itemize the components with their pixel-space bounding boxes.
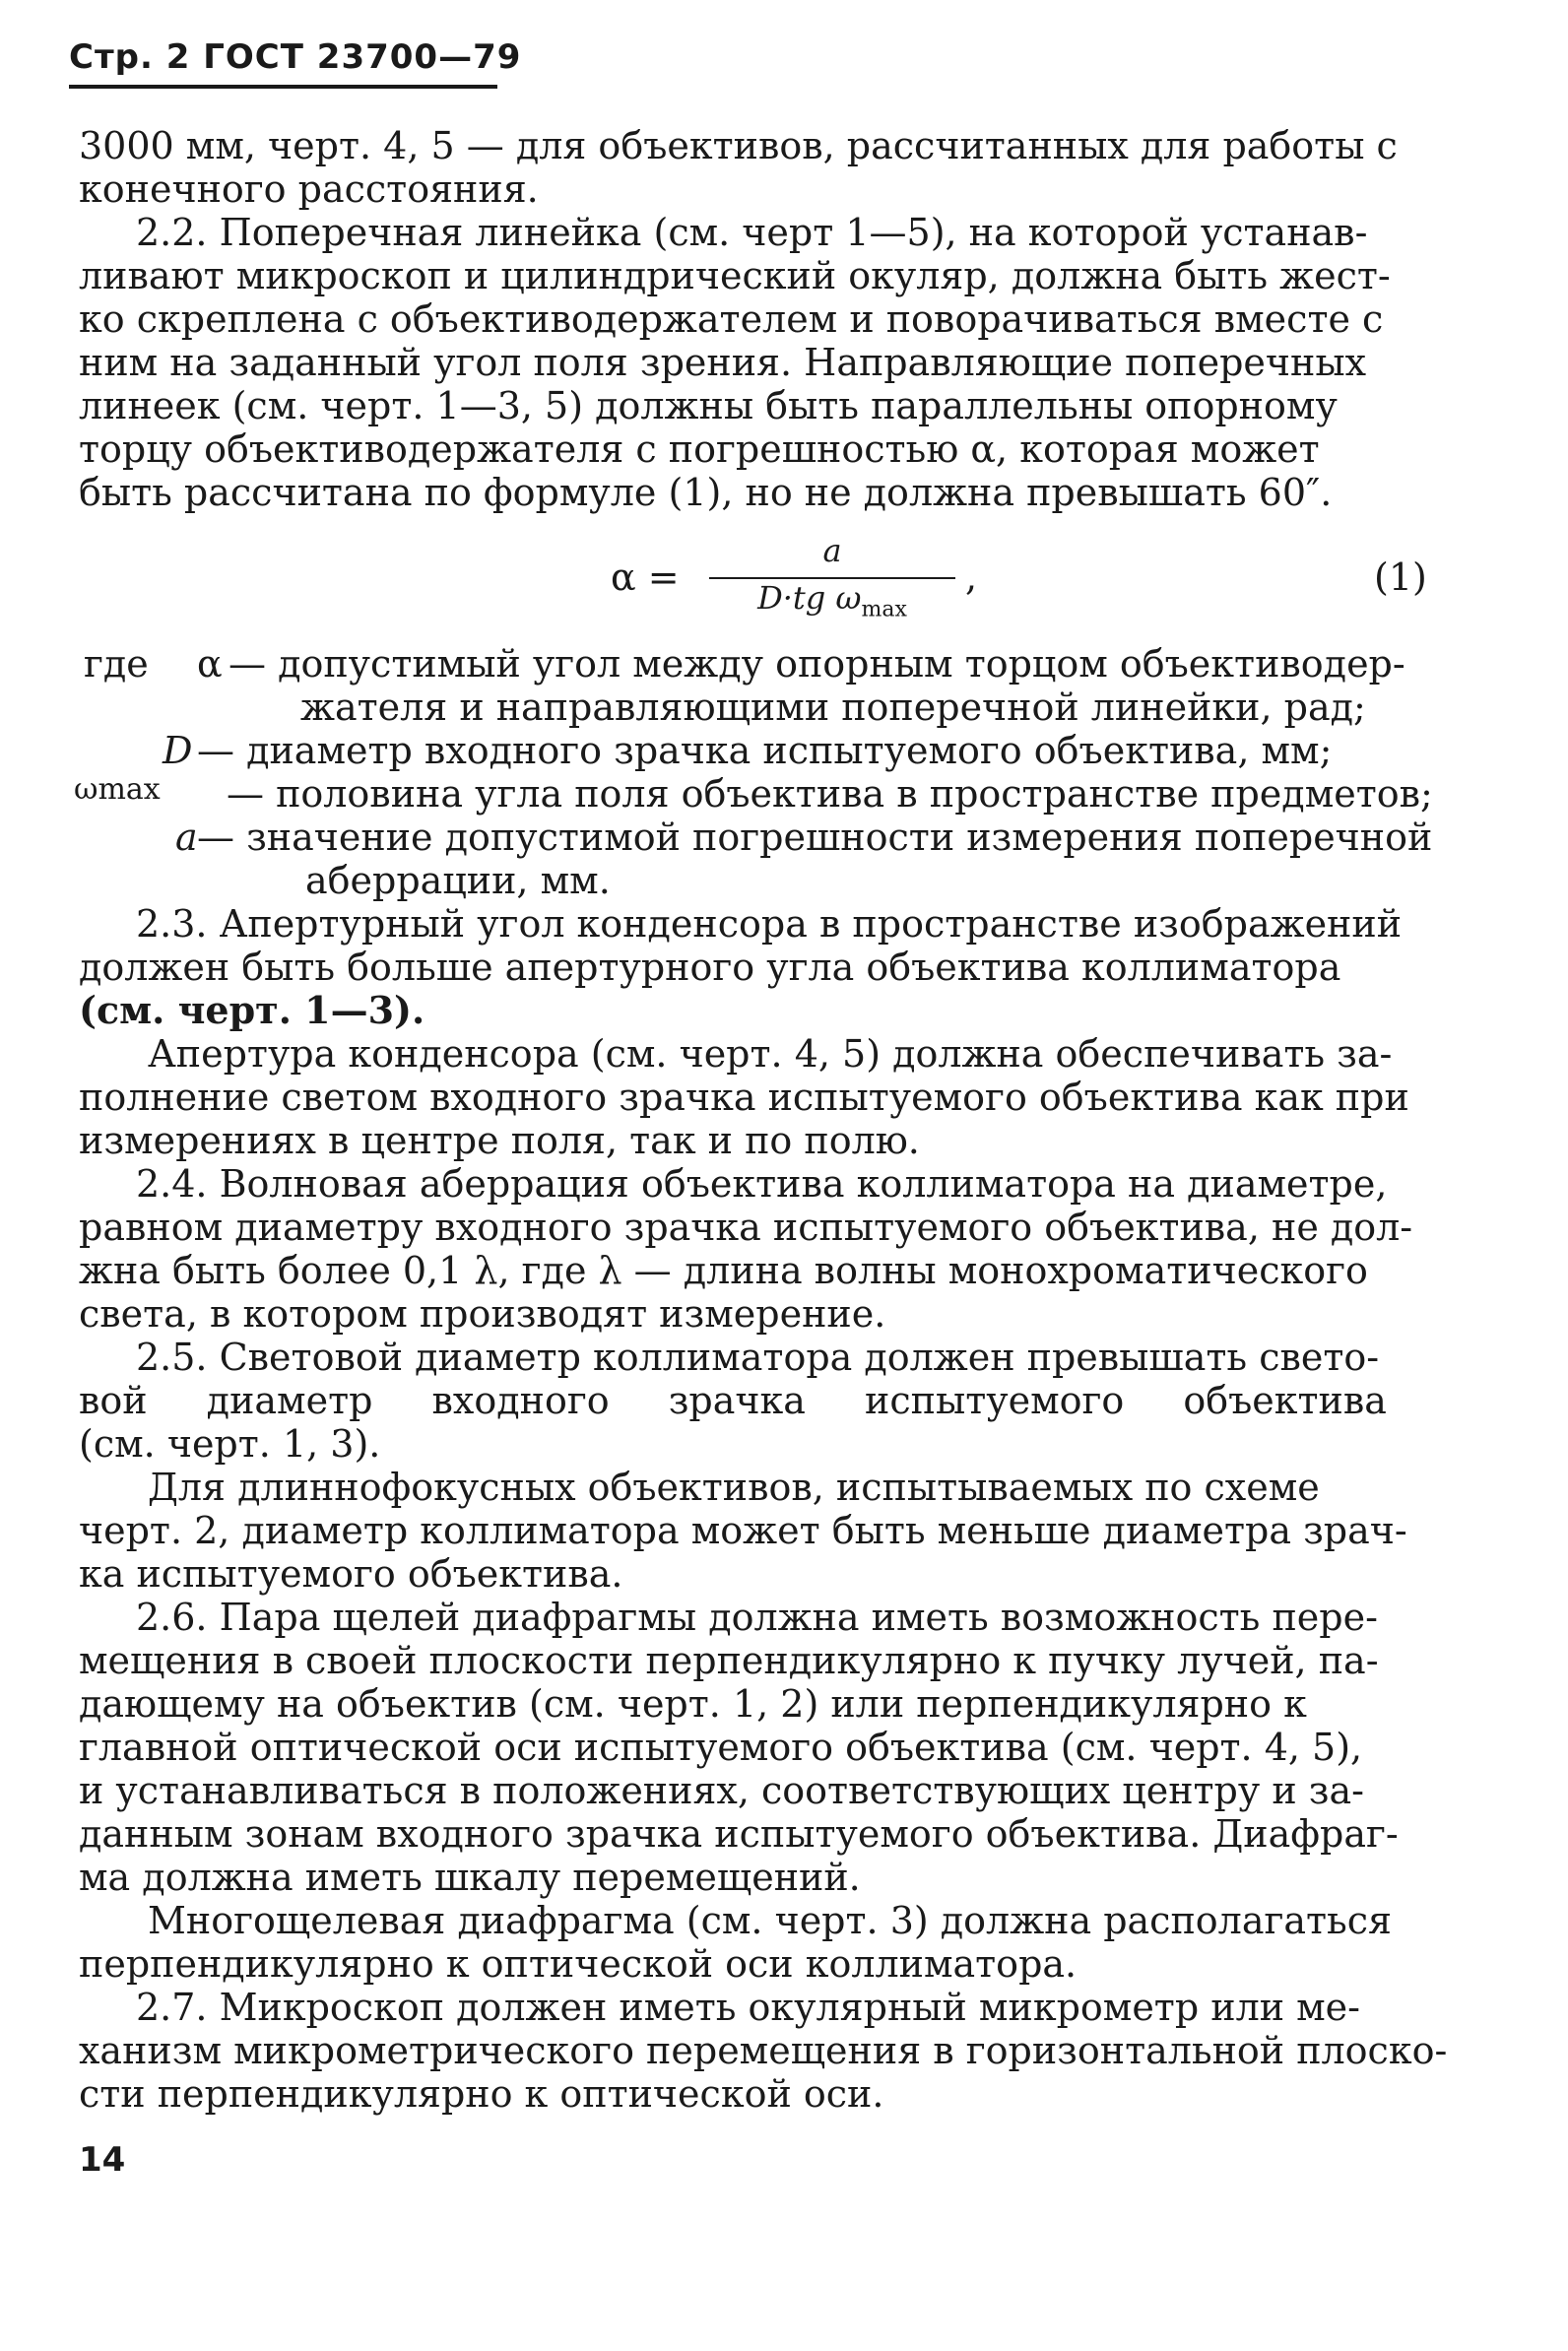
text-line: дающему на объектив (см. черт. 1, 2) или перпендикулярно к bbox=[79, 1682, 1307, 1726]
text-line: конечного расстояния. bbox=[79, 167, 539, 211]
text-line: равном диаметру входного зрачка испытуемого объектива, не дол- bbox=[79, 1206, 1413, 1249]
text-line: 2.3. Апертурный угол конденсора в пространстве изображений bbox=[136, 902, 1403, 946]
text-line: ливают микроскоп и цилиндрический окуляр, должна быть жест- bbox=[79, 254, 1391, 297]
header-rule bbox=[69, 85, 497, 89]
symbol-alpha: α bbox=[197, 642, 223, 686]
text-line: Для длиннофокусных объективов, испытываемых по схеме bbox=[148, 1466, 1320, 1509]
text-line: сти перпендикулярно к оптической оси. bbox=[79, 2072, 884, 2116]
text-line: Многощелевая диафрагма (см. черт. 3) должна располагаться bbox=[148, 1899, 1392, 1942]
formula-numerator: a bbox=[822, 532, 842, 569]
text-line: линеек (см. черт. 1—3, 5) должны быть параллельны опорному bbox=[79, 384, 1338, 427]
definition-a: — значение допустимой погрешности измерения поперечной bbox=[197, 816, 1433, 859]
text-line: полнение светом входного зрачка испытуемого объектива как при bbox=[79, 1076, 1409, 1119]
formula-denominator bbox=[709, 579, 955, 621]
text-line: главной оптической оси испытуемого объектива (см. черт. 4, 5), bbox=[79, 1726, 1363, 1769]
text-line: Апертура конденсора (см. черт. 4, 5) должна обеспечивать за- bbox=[148, 1032, 1393, 1076]
text-line: ма должна иметь шкалу перемещений. bbox=[79, 1856, 861, 1899]
where-label: где bbox=[84, 642, 149, 686]
text-line: вой диаметр входного зрачка испытуемого объектива bbox=[79, 1379, 1387, 1422]
denominator-main: D·tg ω bbox=[757, 579, 862, 617]
text-line: ка испытуемого объектива. bbox=[79, 1552, 623, 1596]
text-line: 2.5. Световой диаметр коллиматора должен превышать свето- bbox=[136, 1336, 1380, 1379]
text-line: должен быть больше апертурного угла объектива коллиматора bbox=[79, 946, 1341, 989]
text-line: мещения в своей плоскости перпендикулярно к пучку лучей, па- bbox=[79, 1639, 1379, 1682]
text-line: 2.6. Пара щелей диафрагмы должна иметь возможность пере- bbox=[136, 1596, 1378, 1639]
text-line: торцу объективодержателя с погрешностью α, которая может bbox=[79, 427, 1320, 471]
text-line: жна быть более 0,1 λ, где λ — длина волны монохроматического bbox=[79, 1249, 1368, 1292]
formula-number: (1) bbox=[1374, 555, 1427, 599]
text-line: и устанавливаться в положениях, соответствующих центру и за- bbox=[79, 1769, 1364, 1812]
text-line: данным зонам входного зрачка испытуемого объектива. Диафраг- bbox=[79, 1812, 1399, 1856]
text-line: 2.7. Микроскоп должен иметь окулярный микрометр или ме- bbox=[136, 1986, 1360, 2029]
denominator-sub: max bbox=[861, 597, 907, 622]
text-line: ханизм микрометрического перемещения в горизонтальной плоско- bbox=[79, 2029, 1448, 2072]
text-line: черт. 2, диаметр коллиматора может быть меньше диаметра зрач- bbox=[79, 1509, 1407, 1552]
symbol-omega-max: ωmax bbox=[74, 772, 161, 807]
formula-lhs: α = bbox=[611, 555, 680, 599]
definition-alpha: — допустимый угол между опорным торцом объективодер- bbox=[229, 642, 1405, 686]
text-line: света, в котором производят измерение. bbox=[79, 1292, 886, 1336]
symbol-a: a bbox=[175, 816, 198, 859]
page-number: 14 bbox=[79, 2140, 126, 2180]
symbol-d: D bbox=[163, 729, 193, 772]
text-line: ко скреплена с объективодержателем и поворачиваться вместе с bbox=[79, 297, 1384, 341]
text-line: 2.2. Поперечная линейка (см. черт 1—5), на которой устанав- bbox=[136, 211, 1368, 254]
text-line: (см. черт. 1—3). bbox=[79, 988, 425, 1032]
page-header: Стр. 2 ГОСТ 23700—79 bbox=[69, 37, 522, 77]
text-line: перпендикулярно к оптической оси коллиматора. bbox=[79, 1942, 1078, 1986]
definition-omega-max: — половина угла поля объектива в пространстве предметов; bbox=[227, 772, 1433, 816]
formula-comma: , bbox=[965, 555, 978, 599]
definition-d: — диаметр входного зрачка испытуемого объектива, мм; bbox=[197, 729, 1333, 772]
definition-alpha-cont: жателя и направляющими поперечной линейки, рад; bbox=[300, 686, 1366, 729]
text-line: 3000 мм, черт. 4, 5 — для объективов, рассчитанных для работы с bbox=[79, 124, 1398, 167]
text-line: измерениях в центре поля, так и по полю. bbox=[79, 1119, 920, 1162]
definition-a-cont: аберрации, мм. bbox=[305, 859, 611, 902]
text-line: быть рассчитана по формуле (1), но не должна превышать 60″. bbox=[79, 471, 1333, 514]
text-line: 2.4. Волновая аберрация объектива коллиматора на диаметре, bbox=[136, 1162, 1388, 1206]
text-line: (см. черт. 1, 3). bbox=[79, 1422, 381, 1466]
text-line: ним на заданный угол поля зрения. Направляющие поперечных bbox=[79, 341, 1367, 384]
